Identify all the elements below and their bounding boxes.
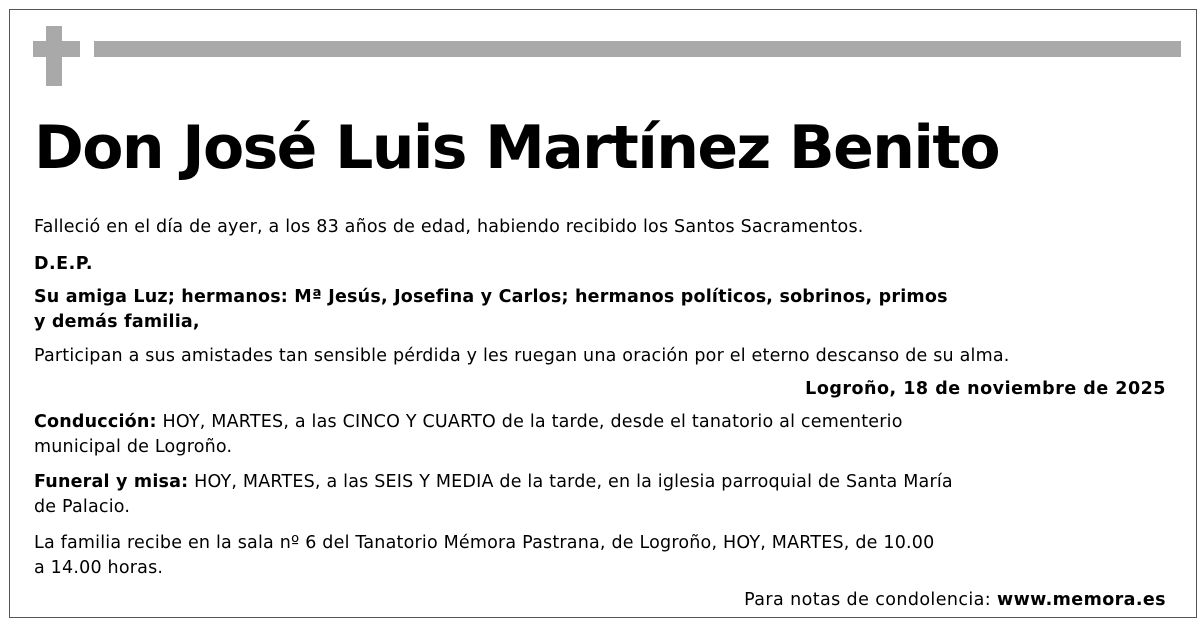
death-announcement: Falleció en el día de ayer, a los 83 años de edad, habiendo recibido los Santos Sacramentos. <box>34 217 864 237</box>
place-and-date: Logroño, 18 de noviembre de 2025 <box>805 379 1166 399</box>
header-rule <box>94 41 1181 57</box>
condolence-text: Para notas de condolencia: <box>744 590 992 610</box>
funeral-line-2: de Palacio. <box>34 497 131 517</box>
conduccion-line-1 <box>34 410 903 435</box>
rip-text: D.E.P. <box>34 254 94 274</box>
conduccion-detail: HOY, MARTES, a las CINCO Y CUARTO de la tarde, desde el tanatorio al cementerio <box>162 412 903 432</box>
condolence-link[interactable]: www.memora.es <box>997 590 1166 610</box>
visitation-line-1: La familia recibe en la sala nº 6 del Tanatorio Mémora Pastrana, de Logroño, HOY, MARTES, de 10.00 <box>34 533 935 553</box>
funeral-detail: HOY, MARTES, a las SEIS Y MEDIA de la tarde, en la iglesia parroquial de Santa María <box>194 472 953 492</box>
conduccion-label: Conducción: <box>34 412 157 432</box>
funeral-label: Funeral y misa: <box>34 472 189 492</box>
condolence-footer <box>744 588 1166 613</box>
deceased-name: Don José Luis Martínez Benito <box>34 113 1000 183</box>
funeral-line-1 <box>34 470 953 495</box>
participation-text: Participan a sus amistades tan sensible pérdida y les ruegan una oración por el eterno descanso de su alma. <box>34 346 1010 366</box>
family-line-2: y demás familia, <box>34 312 200 332</box>
visitation-line-2: a 14.00 horas. <box>34 558 164 578</box>
family-line-1: Su amiga Luz; hermanos: Mª Jesús, Josefina y Carlos; hermanos políticos, sobrinos, primos <box>34 287 948 307</box>
conduccion-line-2: municipal de Logroño. <box>34 437 233 457</box>
cross-icon-arm <box>33 41 80 57</box>
